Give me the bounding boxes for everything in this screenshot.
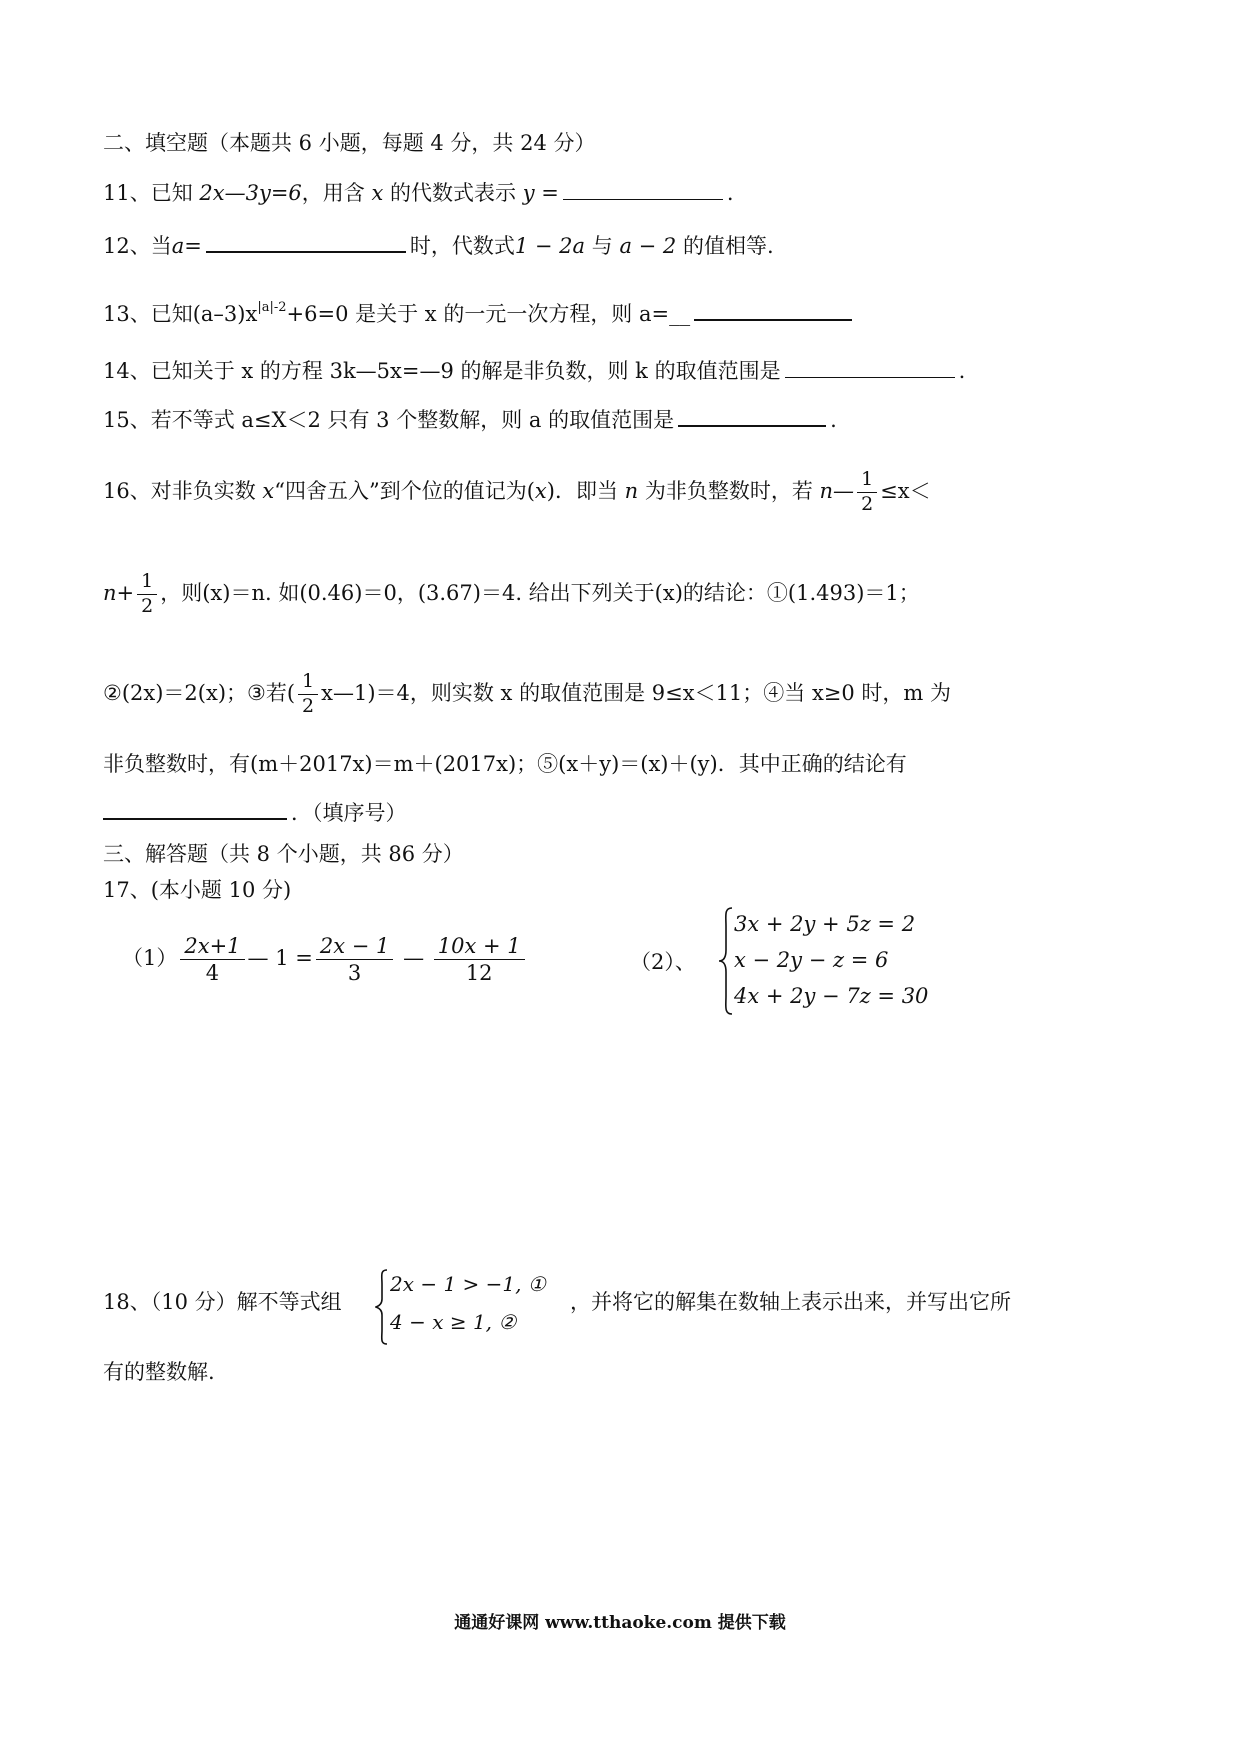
fraction-2: $\frac{2x - 1}{3}$	[316, 935, 394, 984]
answer-blank-13[interactable]	[694, 318, 852, 321]
question-16-line4: 非负整数时，有(m＋2017x)＝m＋(2017x)；⑤(x＋y)＝(x)＋(y)．其中正确的结论有	[103, 752, 907, 776]
question-12: 12、当a= 时，代数式1 − 2a 与 a − 2 的值相等.	[103, 234, 774, 258]
inequality-1: 2x − 1 > −1, ①	[390, 1272, 546, 1296]
question-17-part2-label: （2）、	[630, 950, 696, 974]
answer-blank-11[interactable]	[563, 198, 723, 200]
page-footer: 通通好课网 www.tthaoke.com 提供下载	[454, 1613, 786, 1633]
answer-blank-14[interactable]	[785, 376, 955, 378]
question-16-line1: 16、对非负实数 x“四舍五入”到个位的值记为(x)．即当 n 为非负整数时，若 n— $\frac{1}{2}$ ≤x＜	[103, 468, 931, 515]
question-18-line2: 有的整数解.	[103, 1360, 215, 1384]
equation-2: x − 2y − z = 6	[734, 948, 889, 972]
equation-system	[718, 906, 978, 1016]
fraction-half: $\frac{1}{2}$	[137, 572, 157, 617]
question-18-cont: ，并将它的解集在数轴上表示出来，并写出它所	[570, 1290, 1011, 1314]
section3-title: 三、解答题（共 8 个小题，共 86 分）	[103, 842, 464, 866]
left-brace-icon	[375, 1268, 389, 1346]
fraction-half: $\frac{1}{2}$	[857, 470, 877, 515]
question-14: 14、已知关于 x 的方程 3k—5x=—9 的解是非负数，则 k 的取值范围是 .	[103, 359, 966, 383]
question-11: 11、已知 2x—3y=6，用含 x 的代数式表示 y = .	[103, 181, 734, 205]
question-16-line5: ．（填序号）	[103, 801, 407, 826]
inequality-2: 4 − x ≥ 1, ②	[390, 1310, 517, 1334]
answer-blank-15[interactable]	[678, 424, 826, 427]
section2-title: 二、填空题（本题共 6 小题，每题 4 分，共 24 分）	[103, 131, 596, 155]
fraction-half: $\frac{1}{2}$	[298, 672, 318, 717]
equation-3: 4x + 2y − 7z = 30	[734, 984, 929, 1008]
answer-blank-12[interactable]	[206, 250, 406, 253]
question-17-part1: （1） $\frac{2x+1}{4}$ — 1 = $\frac{2x - 1}{3}$ — $\frac{10x + 1}{12}$	[122, 935, 528, 984]
left-brace-icon	[718, 906, 734, 1016]
fraction-3: $\frac{10x + 1}{12}$	[434, 935, 525, 984]
fraction-1: $\frac{2x+1}{4}$	[180, 935, 244, 984]
inequality-system	[375, 1268, 575, 1346]
question-15: 15、若不等式 a≤X＜2 只有 3 个整数解，则 a 的取值范围是 .	[103, 408, 837, 432]
question-16-line2: n+ $\frac{1}{2}$ ，则(x)＝n. 如(0.46)＝0，(3.67)＝4. 给出下列关于(x)的结论：①(1.493)＝1；	[103, 570, 920, 617]
question-17-title: 17、(本小题 10 分)	[103, 878, 292, 902]
question-16-line3: ②(2x)＝2(x)；③若( $\frac{1}{2}$ x—1)＝4，则实数 x 的取值范围是 9≤x＜11；④当 x≥0 时，m 为	[103, 670, 952, 717]
question-13: 13、已知$(a-3)x^{|a|-2}+6=0$ 是关于 x 的一元一次方程，则 a=__	[103, 302, 856, 327]
equation-1: 3x + 2y + 5z = 2	[734, 912, 916, 936]
answer-blank-16[interactable]	[103, 817, 287, 820]
question-18: 18、（10 分）解不等式组	[103, 1290, 342, 1314]
